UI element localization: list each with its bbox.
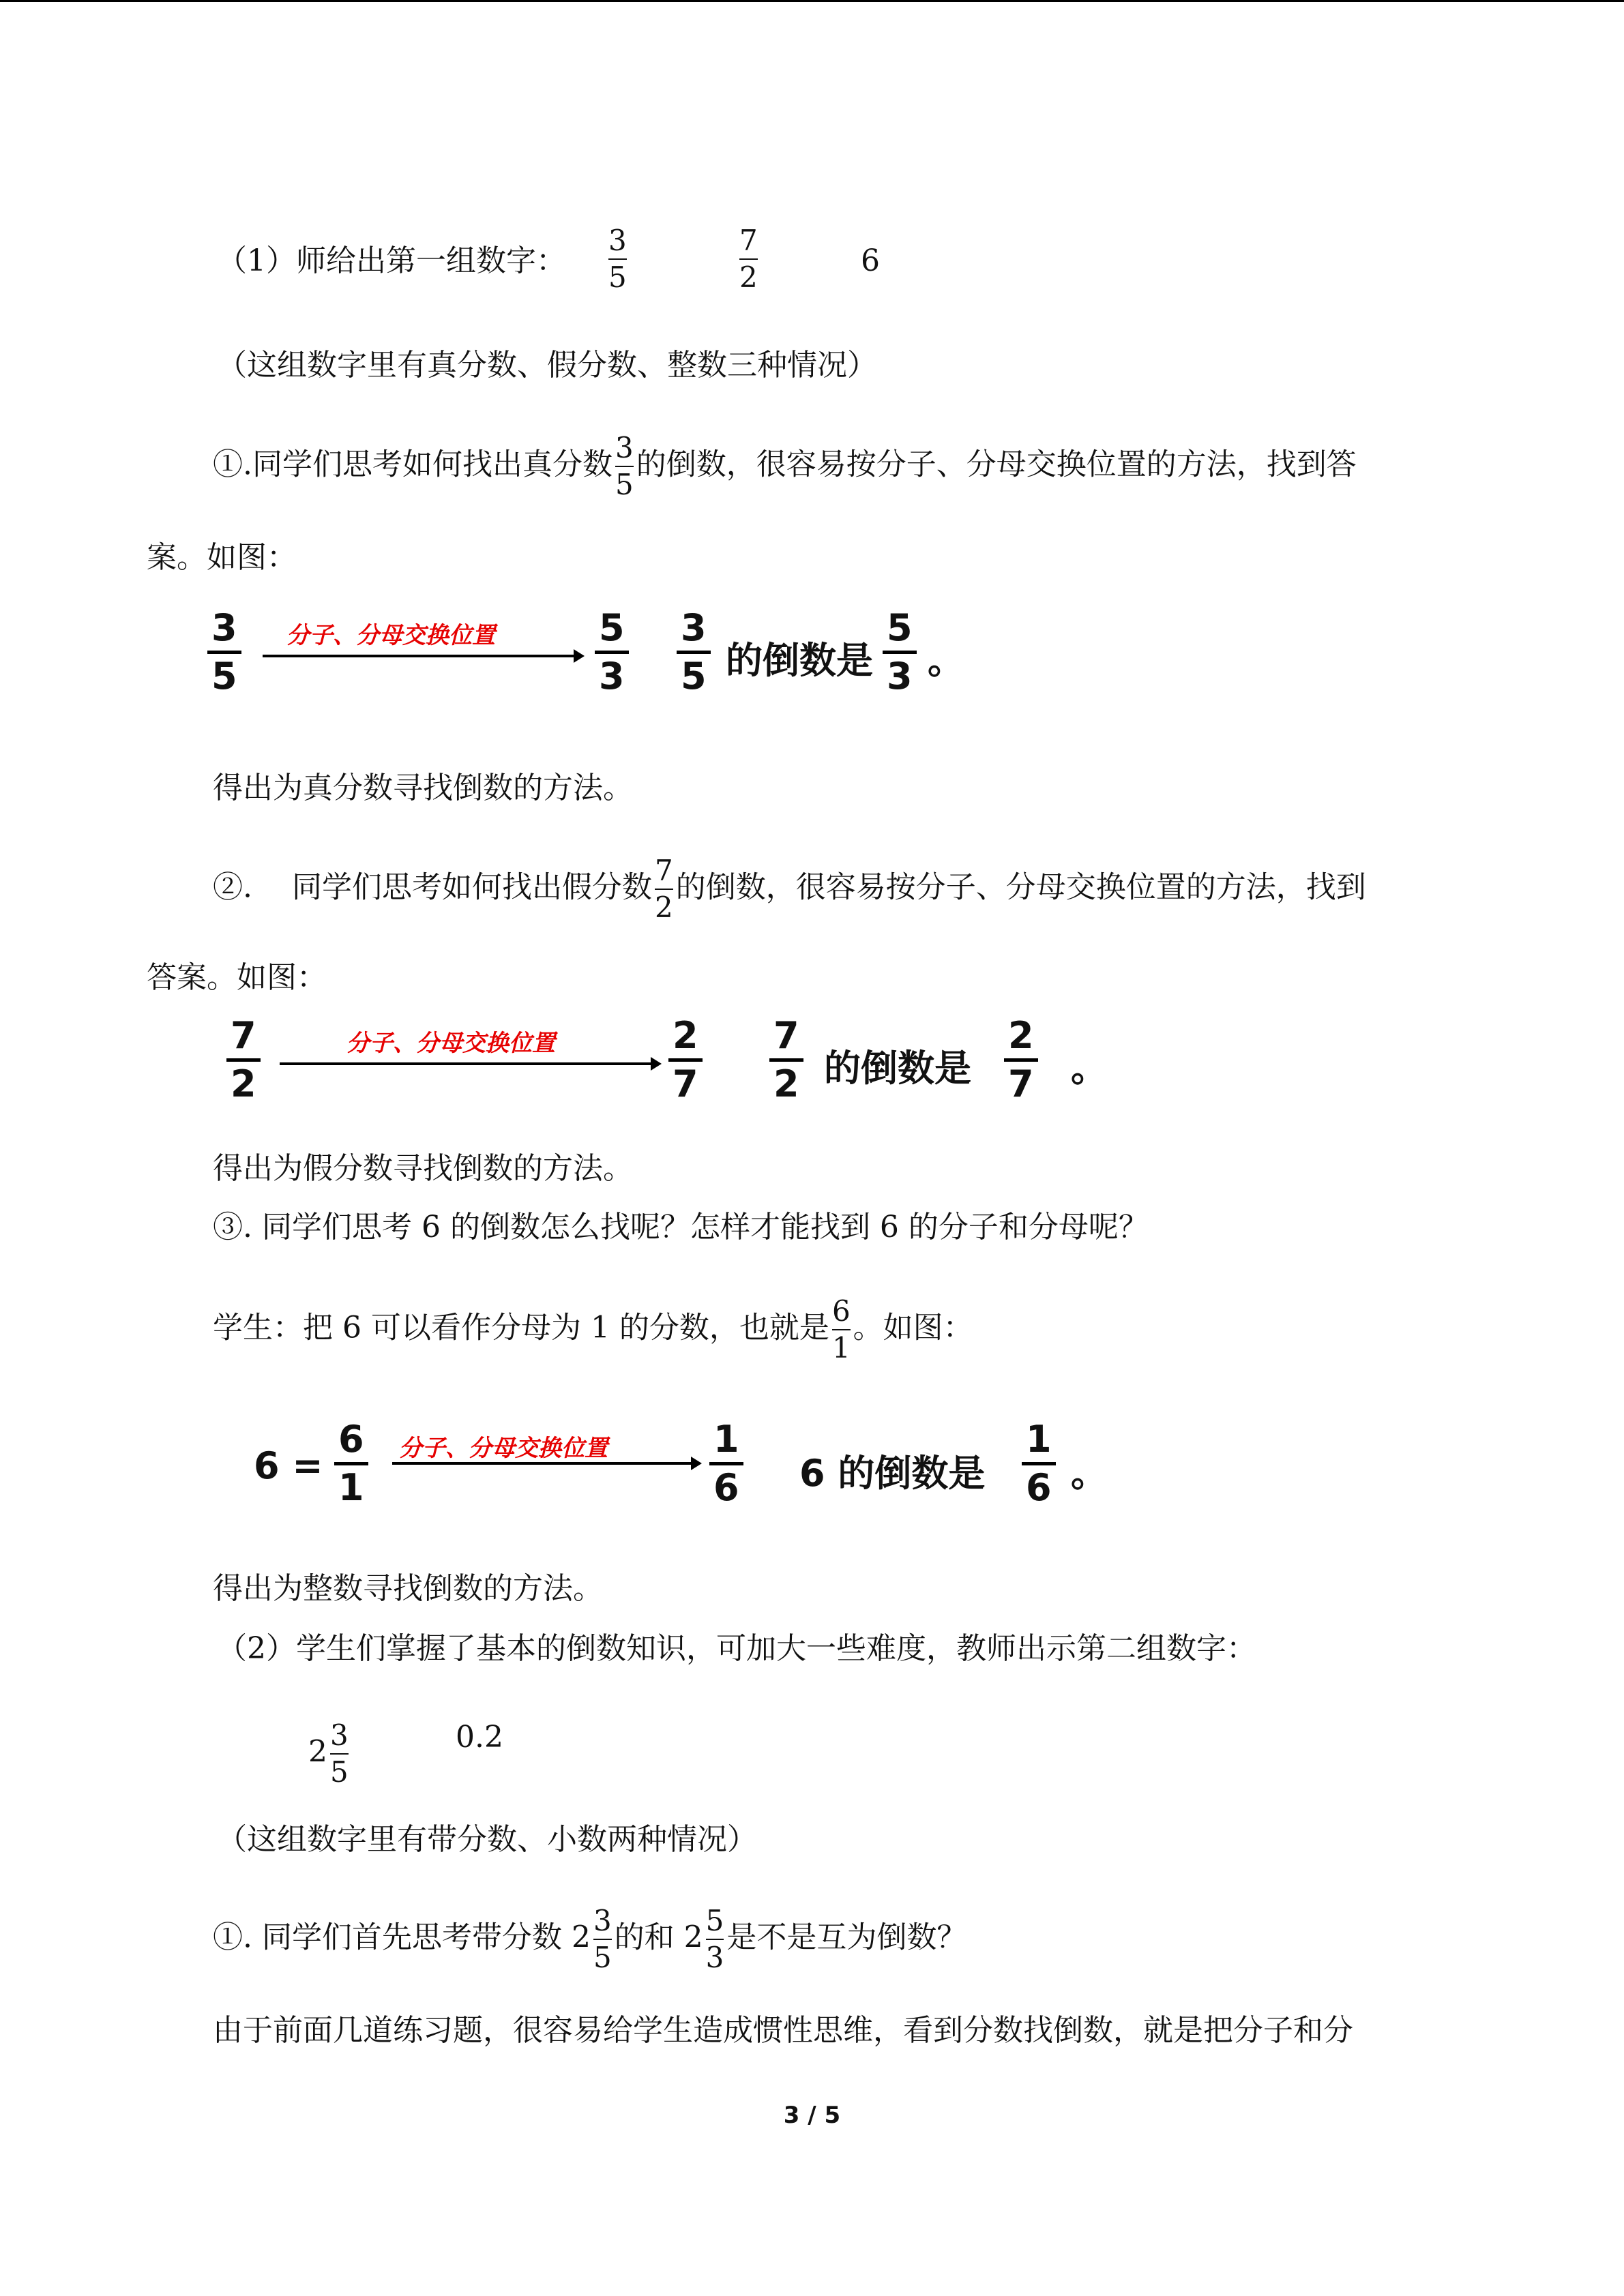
- diagram-improper-fraction: [0, 1015, 1624, 1110]
- diagram2-result-fraction: 7 2: [773, 1015, 799, 1105]
- diagram2-result-text: 的倒数是: [824, 1047, 971, 1090]
- diagram1-arrow: [263, 655, 575, 657]
- diagram1-result-text: 的倒数是: [726, 639, 873, 682]
- step3-conclusion: 得出为整数寻找倒数的方法。: [213, 1571, 603, 1606]
- diagram2-arrow-label: 分子、分母交换位置: [346, 1030, 555, 1057]
- diagram2-end-mark: 。: [1071, 1047, 1108, 1090]
- diagram1-to: 5 3: [599, 607, 625, 698]
- diagram-proper-fraction: [0, 607, 1624, 702]
- step2-continuation: 答案。如图：: [147, 960, 327, 995]
- step2-conclusion: 得出为假分数寻找倒数的方法。: [213, 1151, 633, 1186]
- diagram2-from: 7 2: [231, 1015, 256, 1105]
- diagram3-result-lead: 6 的倒数是: [799, 1452, 986, 1495]
- section2-note: （这组数字里有带分数、小数两种情况）: [217, 1822, 757, 1857]
- step2-line: ②. 同学们思考如何找出假分数 $\frac{7}{2}$ 的倒数，很容易按分子、分母交换位置的方法，找到: [213, 854, 1366, 924]
- section2-step1: ①. 同学们首先思考带分数 2 $\frac{3}{5}$ 的和 2 $\frac{5}{3}$ 是不是互为倒数？: [213, 1904, 967, 1974]
- diagram3-arrow-label: 分子、分母交换位置: [399, 1435, 608, 1462]
- step3-line: ③. 同学们思考 6 的倒数怎么找呢？怎样才能找到 6 的分子和分母呢？: [213, 1210, 1149, 1244]
- section2-last-line: 由于前面几道练习题，很容易给学生造成惯性思维，看到分数找倒数，就是把分子和分: [213, 2013, 1353, 2048]
- diagram3-result-value: 1 6: [1026, 1418, 1052, 1509]
- section2-intro: （2）学生们掌握了基本的倒数知识，可加大一些难度，教师出示第二组数字：: [217, 1631, 1256, 1666]
- mixed-number-fraction: $\frac{3}{5}$: [330, 1718, 349, 1789]
- diagram1-result-value: 5 3: [887, 607, 913, 698]
- diagram3-arrow: [392, 1462, 692, 1465]
- diagram2-to: 2 7: [673, 1015, 698, 1105]
- student-line: 学生：把 6 可以看作分母为 1 的分数，也就是 $\frac{6}{1}$ 。如图：: [213, 1294, 973, 1365]
- step2-fraction: $\frac{7}{2}$: [654, 854, 673, 924]
- diagram1-end-mark: 。: [928, 639, 964, 682]
- student-fraction: $\frac{6}{1}$: [831, 1294, 851, 1365]
- integer-six: 6: [861, 243, 880, 278]
- section1-note: （这组数字里有真分数、假分数、整数三种情况）: [217, 348, 877, 383]
- second-group-numbers: [308, 1718, 351, 1789]
- diagram3-from: 6 1: [338, 1418, 364, 1509]
- diagram1-result-fraction: 3 5: [681, 607, 707, 698]
- diagram1-from: 3 5: [211, 607, 237, 698]
- fraction-3-5: 3 5: [608, 224, 627, 294]
- mixed-number-whole: 2: [308, 1734, 327, 1770]
- diagram2-arrow: [280, 1062, 652, 1065]
- step1-conclusion: 得出为真分数寻找倒数的方法。: [213, 771, 633, 805]
- section2-step1-frac2: $\frac{5}{3}$: [705, 1904, 724, 1974]
- diagram1-arrow-label: 分子、分母交换位置: [286, 622, 495, 649]
- diagram2-result-value: 2 7: [1008, 1015, 1034, 1105]
- step1-line: ①.同学们思考如何找出真分数 $\frac{3}{5}$ 的倒数，很容易按分子、分母交换位置的方法，找到答: [213, 431, 1357, 501]
- page-top-border: [0, 0, 1624, 2]
- section1-intro: [217, 242, 566, 280]
- section2-step1-frac1: $\frac{3}{5}$: [593, 1904, 612, 1974]
- section1-intro-text: （1）师给出第一组数字：: [217, 243, 566, 278]
- diagram-integer: [0, 1418, 1624, 1514]
- decimal-value: 0.2: [456, 1720, 503, 1755]
- diagram3-end-mark: 。: [1071, 1452, 1108, 1495]
- step1-fraction: $\frac{3}{5}$: [615, 431, 634, 501]
- page-number: 3 / 5: [783, 2102, 841, 2129]
- diagram3-lhs: 6 =: [254, 1444, 323, 1487]
- diagram3-to: 1 6: [713, 1418, 739, 1509]
- fraction-7-2: 7 2: [739, 224, 758, 294]
- step1-continuation: 案。如图：: [147, 540, 297, 575]
